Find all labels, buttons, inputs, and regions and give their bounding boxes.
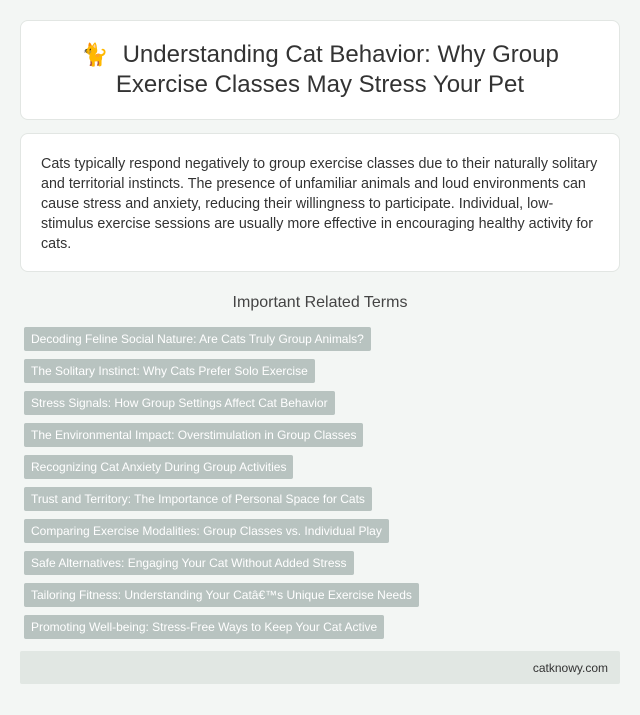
summary-card <box>20 133 620 272</box>
title-card <box>20 20 620 120</box>
summary-text: Cats typically respond negatively to group exercise classes due to their naturally solitary and territorial instincts. The presence of unfamiliar animals and loud environments can cause stress and anxiety, reducing their willingness to participate. Individual, low-stimulus exercise sessions are usually more effective in encouraging healthy activity for cats. <box>41 156 598 252</box>
related-term-tag[interactable]: Recognizing Cat Anxiety During Group Activities <box>24 455 293 479</box>
related-term-tag[interactable]: Decoding Feline Social Nature: Are Cats Truly Group Animals? <box>24 327 371 351</box>
related-term-tag[interactable]: The Environmental Impact: Overstimulation in Group Classes <box>24 423 363 447</box>
related-term-tag[interactable]: Tailoring Fitness: Understanding Your Catâ€™s Unique Exercise Needs <box>24 583 419 607</box>
related-terms-list <box>20 327 620 639</box>
related-term-tag[interactable]: Comparing Exercise Modalities: Group Classes vs. Individual Play <box>24 519 389 543</box>
related-term-tag[interactable]: Promoting Well-being: Stress-Free Ways to Keep Your Cat Active <box>24 615 384 639</box>
related-term-tag[interactable]: Safe Alternatives: Engaging Your Cat Without Added Stress <box>24 551 354 575</box>
footer <box>20 651 620 684</box>
page-title-text: Understanding Cat Behavior: Why Group Exercise Classes May Stress Your Pet <box>115 41 559 98</box>
footer-site-link[interactable]: catknowy.com <box>532 660 608 675</box>
page-title <box>51 40 589 100</box>
related-term-tag[interactable]: Stress Signals: How Group Settings Affect Cat Behavior <box>24 391 335 415</box>
related-term-tag[interactable]: The Solitary Instinct: Why Cats Prefer Solo Exercise <box>24 359 315 383</box>
cat-icon: 🐈 <box>81 42 109 67</box>
related-term-tag[interactable]: Trust and Territory: The Importance of Personal Space for Cats <box>24 487 372 511</box>
related-terms-heading: Important Related Terms <box>232 294 408 311</box>
